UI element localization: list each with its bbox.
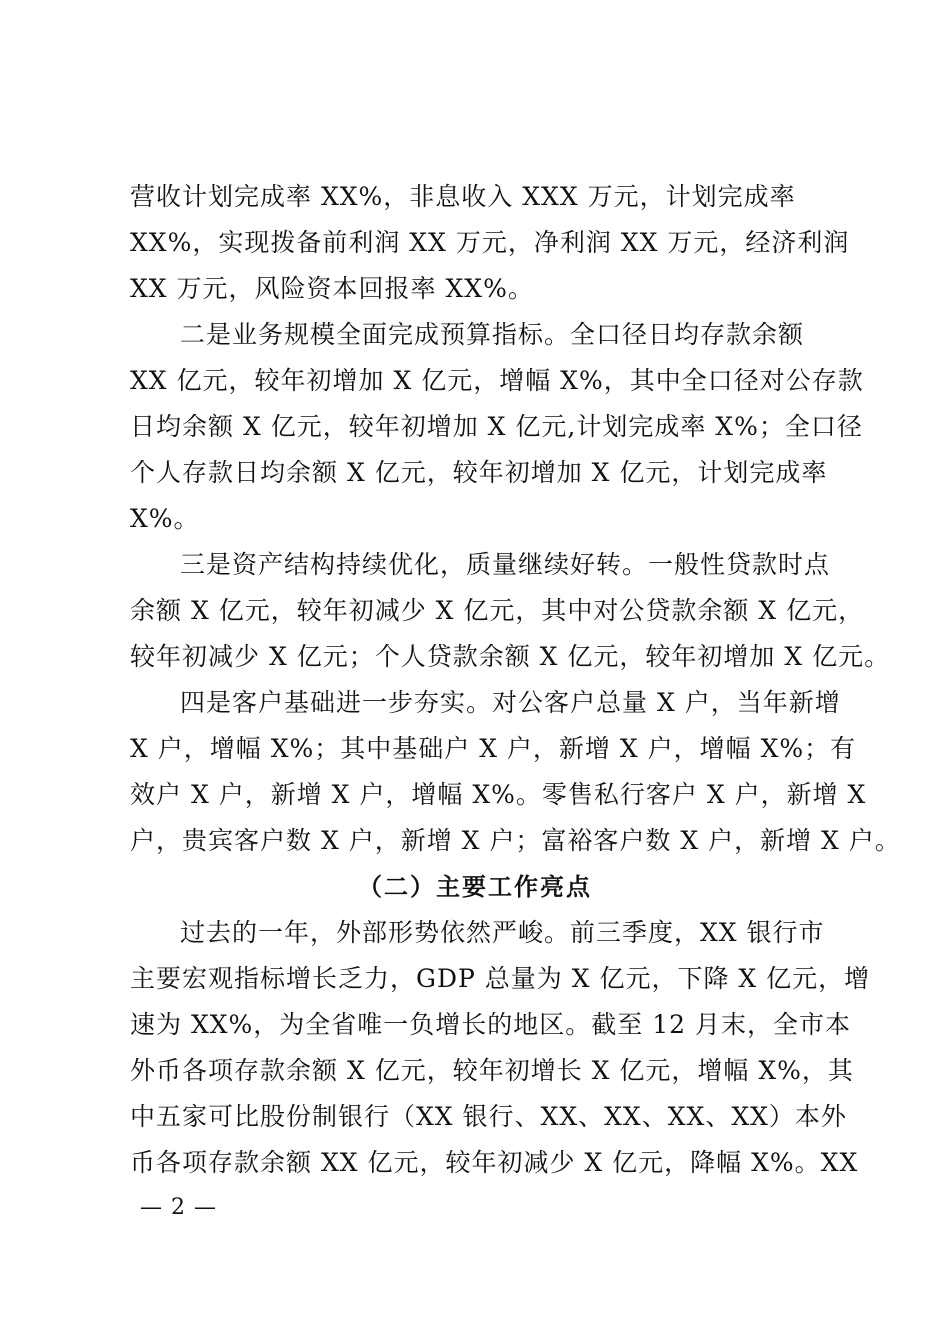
paragraph-2-line-1: 二是业务规模全面完成预算指标。全口径日均存款余额 xyxy=(180,320,805,349)
paragraph-5-line-6: 币各项存款余额 XX 亿元，较年初减少 X 亿元，降幅 X%。XX xyxy=(130,1148,859,1177)
paragraph-4-line-4: 户，贵宾客户数 X 户，新增 X 户；富裕客户数 X 户，新增 X 户。 xyxy=(130,826,901,855)
paragraph-3-line-2: 余额 X 亿元，较年初减少 X 亿元，其中对公贷款余额 X 亿元， xyxy=(130,596,865,625)
paragraph-5-line-4: 外币各项存款余额 X 亿元，较年初增长 X 亿元，增幅 X%，其 xyxy=(130,1056,854,1085)
paragraph-4-line-1: 四是客户基础进一步夯实。对公客户总量 X 户，当年新增 xyxy=(180,688,841,717)
paragraph-2-line-3: 日均余额 X 亿元，较年初增加 X 亿元,计划完成率 X%；全口径 xyxy=(130,412,863,441)
paragraph-5-line-3: 速为 XX%，为全省唯一负增长的地区。截至 12 月末，全市本 xyxy=(130,1010,852,1039)
paragraph-4-line-2: X 户，增幅 X%；其中基础户 X 户，新增 X 户，增幅 X%；有 xyxy=(130,734,857,763)
paragraph-3-line-3: 较年初减少 X 亿元；个人贷款余额 X 亿元，较年初增加 X 亿元。 xyxy=(130,642,891,671)
paragraph-5-line-2: 主要宏观指标增长乏力，GDP 总量为 X 亿元，下降 X 亿元，增 xyxy=(130,964,871,993)
paragraph-5-line-1: 过去的一年，外部形势依然严峻。前三季度，XX 银行市 xyxy=(180,918,825,947)
paragraph-1-line-3: XX 万元，风险资本回报率 XX%。 xyxy=(130,274,534,303)
paragraph-4-line-3: 效户 X 户，新增 X 户，增幅 X%。零售私行客户 X 户，新增 X xyxy=(130,780,867,809)
paragraph-1-line-1: 营收计划完成率 XX%，非息收入 XXX 万元，计划完成率 xyxy=(130,182,796,211)
section-heading: （二）主要工作亮点 xyxy=(358,872,592,901)
paragraph-3-line-1: 三是资产结构持续优化，质量继续好转。一般性贷款时点 xyxy=(180,550,831,579)
page-number: — 2 — xyxy=(140,1195,217,1220)
paragraph-2-line-2: XX 亿元，较年初增加 X 亿元，增幅 X%，其中全口径对公存款 xyxy=(130,366,864,395)
paragraph-2-line-4: 个人存款日均余额 X 亿元，较年初增加 X 亿元，计划完成率 xyxy=(130,458,828,487)
paragraph-2-line-5: X%。 xyxy=(130,504,200,533)
paragraph-5-line-5: 中五家可比股份制银行（XX 银行、XX、XX、XX、XX）本外 xyxy=(130,1102,847,1131)
paragraph-1-line-2: XX%，实现拨备前利润 XX 万元，净利润 XX 万元，经济利润 xyxy=(130,228,850,257)
